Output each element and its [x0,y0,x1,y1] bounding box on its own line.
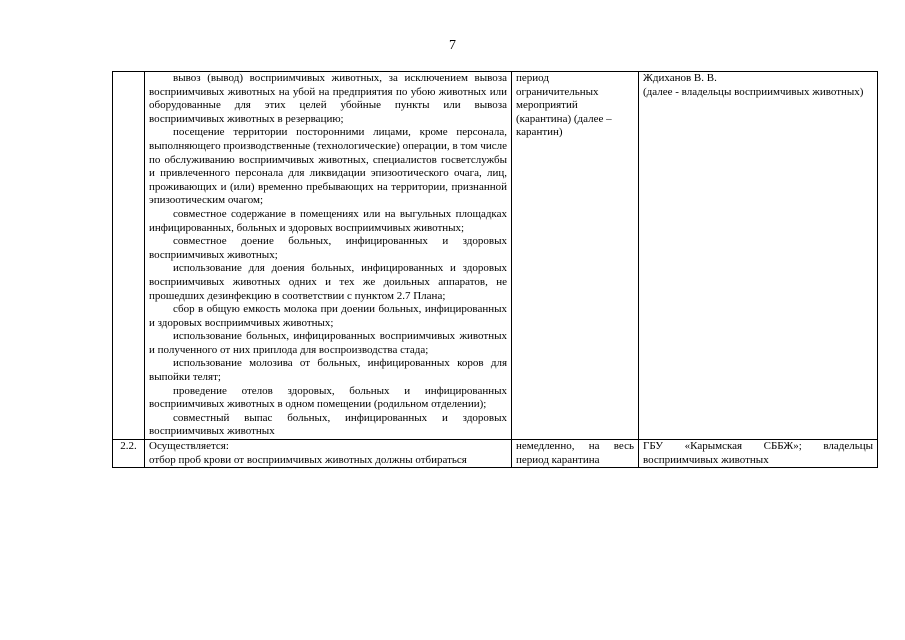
measure-paragraph: использование для доения больных, инфицированных и здоровых восприимчивых животных одних и тех же доильных аппаратов, не прошедших дезинфекцию в соответствии с пунктом 2.7 Плана; [149,262,507,302]
measure-paragraph: вывоз (вывод) восприимчивых животных, за исключением вывоза восприимчивых животных на убой на предприятия по убою животных или оборудованные для этих целей убойные пункты или вывоза восприимчивых животных в резервацию; [149,72,507,125]
page-number: 7 [449,38,456,53]
period-cell [512,440,639,468]
measure-paragraph: использование больных, инфицированных восприимчивых животных и полученного от них приплода для воспроизводства стада; [149,330,507,356]
measure-paragraph: использование молозива от больных, инфицированных коров для выпойки телят; [149,357,507,384]
measure-paragraph: проведение отелов здоровых, больных и инфицированных восприимчивых животных в одном помещении (родильном отделении); [149,384,507,411]
table-row [113,440,878,468]
responsible-text: Ждиханов В. В. [643,72,717,84]
period-text: немедленно, на весь период карантина [516,440,634,466]
measure-paragraph: совместный выпас больных, инфицированных и здоровых восприимчивых животных [149,411,507,438]
row-number: 2.2. [120,440,137,453]
table-row [113,72,878,440]
measure-line: Осуществляется: [149,440,229,453]
period-cell [512,72,639,440]
measure-line: отбор проб крови от восприимчивых животных должны отбираться [149,453,467,466]
measure-paragraph: сбор в общую емкость молока при доении больных, инфицированных и здоровых восприимчивых животных; [149,303,507,329]
responsible-text: (далее - владельцы восприимчивых животных) [643,85,864,98]
responsible-cell [639,72,878,440]
row-number-cell [113,72,145,440]
measures-table [112,71,878,468]
measure-paragraph: посещение территории посторонними лицами, кроме персонала, выполняющего производственные (технологические) операции, в том числе по обслуживанию восприимчивых животных, специалистов госветслужбы и привлеченного персонала для ликвидации эпизоотического очага, лиц, проживающих и (или) временно пребывающих на территории, признанной эпизоотическим очагом; [149,126,507,207]
measure-cell [145,72,512,440]
responsible-text: ГБУ «Карымская СББЖ»; владельцы восприимчивых животных [643,440,873,466]
measure-paragraph: совместное доение больных, инфицированных и здоровых восприимчивых животных; [149,235,507,261]
responsible-cell [639,440,878,468]
measure-paragraph: совместное содержание в помещениях или на выгульных площадках инфицированных, больных и здоровых восприимчивых животных; [149,207,507,234]
measure-cell [145,440,512,468]
row-number-cell [113,440,145,468]
period-text: период ограничительных мероприятий (карантина) (далее – карантин) [516,72,612,139]
